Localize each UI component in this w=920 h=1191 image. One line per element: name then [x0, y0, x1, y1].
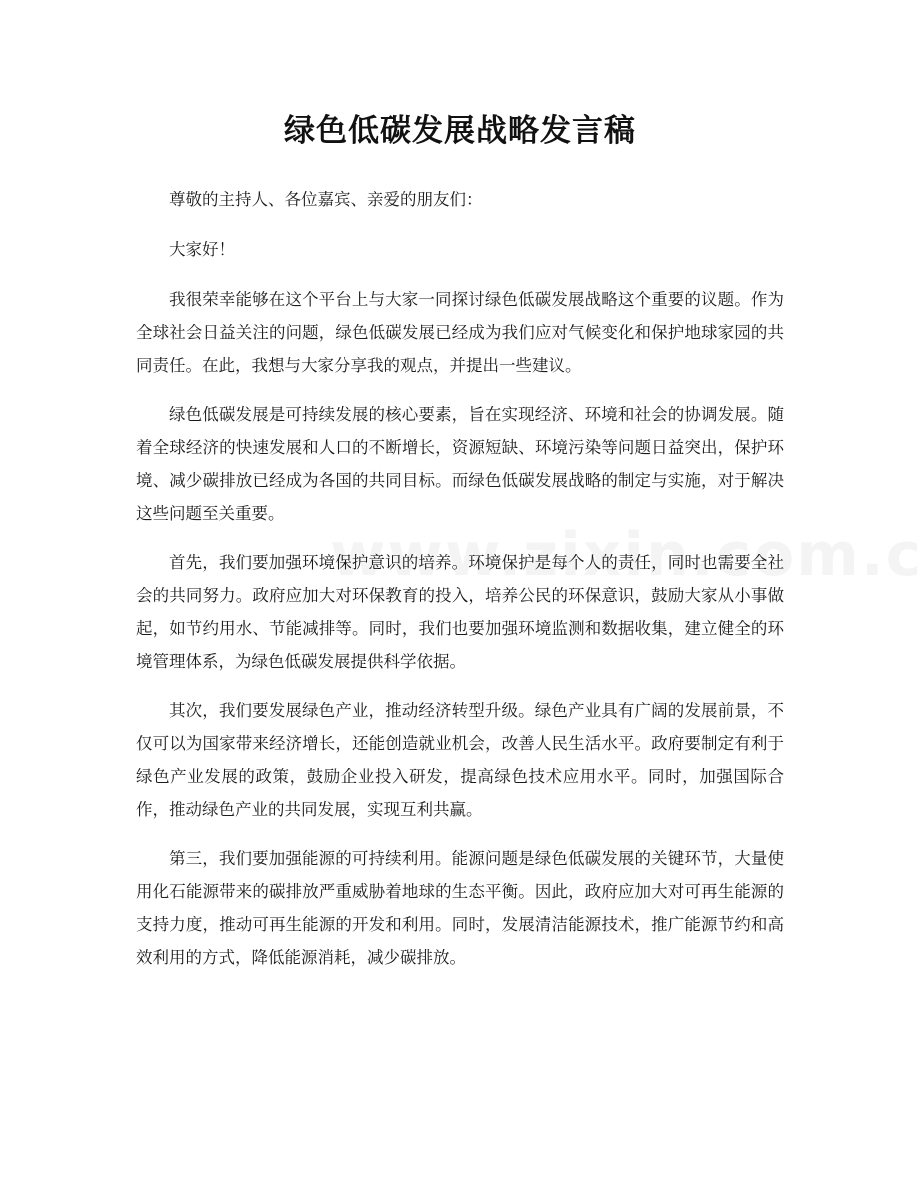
body-paragraph-third: 第三，我们要加强能源的可持续利用。能源问题是绿色低碳发展的关键环节，大量使用化石能源带来的碳排放严重威胁着地球的生态平衡。因此，政府应加大对可再生能源的支持力度，推动可再生能源的开发和利用。同时，发展清洁能源技术，推广能源节约和高效利用的方式，降低能源消耗，减少碳排放。 — [136, 849, 784, 967]
salutation-paragraph: 尊敬的主持人、各位嘉宾、亲爱的朋友们： — [169, 190, 483, 209]
page-title: 绿色低碳发展战略发言稿 — [284, 113, 636, 149]
body-paragraph-core: 绿色低碳发展是可持续发展的核心要素，旨在实现经济、环境和社会的协调发展。随着全球经济的快速发展和人口的不断增长，资源短缺、环境污染等问题日益突出，保护环境、减少碳排放已经成为各国的共同目标。而绿色低碳发展战略的制定与实施，对于解决这些问题至关重要。 — [136, 405, 784, 523]
greeting-paragraph: 大家好！ — [169, 240, 235, 259]
body-paragraph-second: 其次，我们要发展绿色产业，推动经济转型升级。绿色产业具有广阔的发展前景，不仅可以为国家带来经济增长，还能创造就业机会，改善人民生活水平。政府要制定有利于绿色产业发展的政策，鼓励企业投入研发，提高绿色技术应用水平。同时，加强国际合作，推动绿色产业的共同发展，实现互利共赢。 — [136, 701, 784, 819]
body-paragraph-intro: 我很荣幸能够在这个平台上与大家一同探讨绿色低碳发展战略这个重要的议题。作为全球社会日益关注的问题，绿色低碳发展已经成为我们应对气候变化和保护地球家园的共同责任。在此，我想与大家分享我的观点，并提出一些建议。 — [136, 290, 784, 375]
body-paragraph-first: 首先，我们要加强环境保护意识的培养。环境保护是每个人的责任，同时也需要全社会的共同努力。政府应加大对环保教育的投入，培养公民的环保意识，鼓励大家从小事做起，如节约用水、节能减排等。同时，我们也要加强环境监测和数据收集，建立健全的环境管理体系，为绿色低碳发展提供科学依据。 — [136, 553, 784, 671]
document-body — [136, 183, 784, 990]
